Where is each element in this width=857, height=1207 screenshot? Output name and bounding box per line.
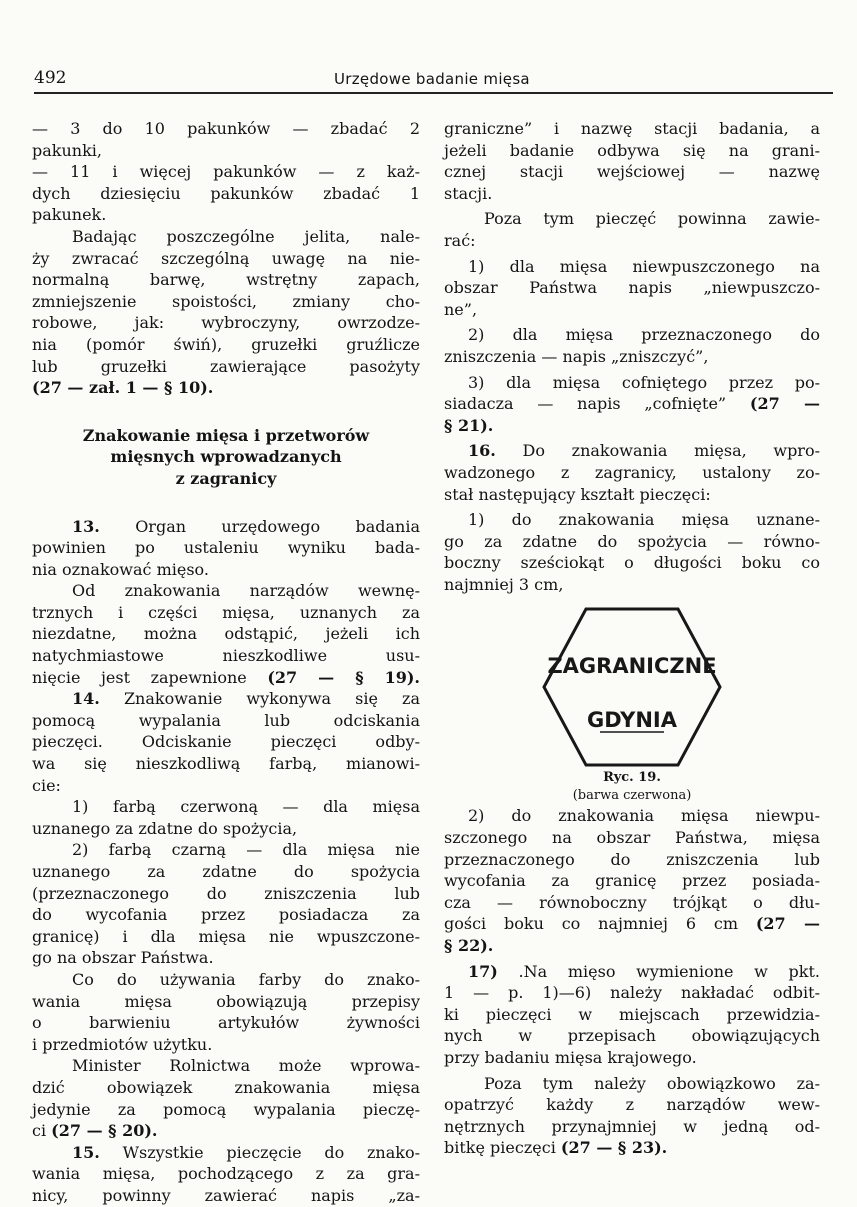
text-line: robowe, jak: wybroczyny, owrzodze- xyxy=(32,313,420,333)
text-line: 2) do znakowania mięsa niewpu- xyxy=(468,806,820,826)
text-line: 13. Organ urzędowego badania xyxy=(72,516,420,536)
legal-reference: (27 — § 23). xyxy=(560,1138,668,1158)
text-line: granicę) i dla mięsa nie wpuszczone- xyxy=(32,926,420,946)
text-line: 16. Do znakowania mięsa, wpro- xyxy=(468,441,820,461)
text-line: nia oznakować mięso. xyxy=(32,559,209,579)
hexagonal-stamp-figure xyxy=(540,605,724,769)
text-line: boczny sześciokąt o długości boku co xyxy=(444,553,820,573)
text-line: pakunki, xyxy=(32,140,102,160)
text-line: zniszczenia — napis „zniszczyć”, xyxy=(444,346,709,366)
text-line: — 3 do 10 pakunków — zbadać 2 xyxy=(32,119,420,138)
legal-reference: § 22). xyxy=(444,936,494,956)
text-line: dych dziesięciu pakunków zbadać 1 xyxy=(32,183,420,203)
text-line: go na obszar Państwa. xyxy=(32,948,214,968)
text-line: pakunek. xyxy=(32,205,107,225)
text-line: nięcie jest zapewnione (27 — § 19). xyxy=(32,667,420,687)
section-number: 14. xyxy=(72,689,100,709)
text-line: Badając poszczególne jelita, nale- xyxy=(72,226,420,246)
text-line xyxy=(444,415,820,437)
figure-note: (barwa czerwona) xyxy=(572,788,692,804)
text-line: cza — równoboczny trójkąt o dłu- xyxy=(444,892,820,912)
section-number: 13. xyxy=(72,516,100,536)
text-line: rać: xyxy=(444,230,476,250)
text-line: opatrzyć każdy z narządów wew- xyxy=(444,1095,820,1115)
text-line: go za zdatne do spożycia — równo- xyxy=(444,531,820,551)
section-number: 15. xyxy=(72,1142,100,1162)
section-heading-line: z zagranicy xyxy=(175,468,277,488)
text-line: powinien po ustaleniu wyniku bada- xyxy=(32,538,420,558)
legal-reference: (27 — § 19). xyxy=(267,667,420,687)
text-line: stał następujący kształt pieczęci: xyxy=(444,484,711,504)
text-line: lub gruzełki zawierające pasożyty xyxy=(32,356,420,376)
stamp-text-zagraniczne: ZAGRANICZNE xyxy=(547,654,717,679)
text-line: siadacza — napis „cofnięte” (27 — xyxy=(444,394,820,414)
text-line: ki pieczęci w miejscach przewidzia- xyxy=(444,1004,820,1024)
text-line: Poza tym pieczęć powinna zawie- xyxy=(484,209,820,229)
right-column xyxy=(444,118,820,1159)
text-line: graniczne” i nazwę stacji badania, a xyxy=(444,119,820,138)
text-line: cznej stacji wejściowej — nazwę xyxy=(444,162,820,182)
text-line: nych w przepisach obowiązujących xyxy=(444,1026,820,1046)
text-line: 1) do znakowania mięsa uznane- xyxy=(468,510,820,530)
running-header xyxy=(34,64,833,94)
text-line xyxy=(444,935,820,957)
text-line: ne”, xyxy=(444,299,478,319)
text-line: nia (pomór świń), gruzełki gruźlicze xyxy=(32,334,420,354)
text-line: nętrznych przynajmniej w jedną od- xyxy=(444,1116,820,1136)
section-heading-line: Znakowanie mięsa i przetworów xyxy=(82,425,370,445)
text-line: 15. Wszystkie pieczęcie do znako- xyxy=(72,1142,420,1162)
legal-reference: (27 — zał. 1 — § 10). xyxy=(32,378,214,398)
text-line: 1 — p. 1)—6) należy nakładać odbit- xyxy=(444,983,820,1003)
text-line: obszar Państwa napis „niewpuszczo- xyxy=(444,278,820,298)
text-line: 1) dla mięsa niewpuszczonego na xyxy=(468,256,820,276)
text-line: jedynie za pomocą wypalania pieczę- xyxy=(32,1099,420,1119)
text-line: niezdatne, można odstąpić, jeżeli ich xyxy=(32,624,420,644)
text-line: gości boku co najmniej 6 cm (27 — xyxy=(444,914,821,934)
text-line: normalną barwę, wstrętny zapach, xyxy=(32,270,420,290)
hexagon-outline xyxy=(544,609,720,765)
text-line: ci (27 — § 20). xyxy=(32,1121,158,1141)
section-heading-line: mięsnych wprowadzanych xyxy=(110,447,342,467)
legal-reference: (27 — xyxy=(749,394,820,414)
text-line: uznanego za zdatne do spożycia xyxy=(32,862,420,881)
text-line: natychmiastowe nieszkodliwe usu- xyxy=(32,646,420,666)
section-number: 17) xyxy=(468,961,498,981)
text-line: bitkę pieczęci (27 — § 23). xyxy=(444,1138,668,1158)
text-line: 14. Znakowanie wykonywa się za xyxy=(72,689,421,709)
text-line: wycofania za granicę przez posiada- xyxy=(444,871,820,891)
text-line: wa się nieszkodliwą farbą, mianowi- xyxy=(32,754,420,774)
text-line: — 11 i więcej pakunków — z każ- xyxy=(32,162,420,182)
text-line: i przedmiotów użytku. xyxy=(32,1034,213,1054)
text-line: zmniejszenie spoistości, zmiany cho- xyxy=(32,291,420,311)
text-line: Co do używania farby do znako- xyxy=(72,969,420,989)
header-rule xyxy=(34,92,833,94)
legal-reference: § 21). xyxy=(444,415,494,435)
left-column xyxy=(32,118,420,1207)
legal-reference: (27 — xyxy=(755,914,821,934)
text-line: trznych i części mięsa, uznanych za xyxy=(32,602,420,622)
text-line: wania mięsa, pochodzącego z za gra- xyxy=(32,1164,420,1184)
text-line: cie: xyxy=(32,775,61,795)
text-line: do wycofania przez posiadacza za xyxy=(32,905,420,925)
text-line: pomocą wypalania lub odciskania xyxy=(32,710,420,730)
text-line: pieczęci. Odciskanie pieczęci odby- xyxy=(32,732,420,752)
text-line: o barwieniu artykułów żywności xyxy=(32,1013,420,1033)
text-line: 2) dla mięsa przeznaczonego do xyxy=(468,325,820,345)
running-title: Urzędowe badanie mięsa xyxy=(334,70,530,88)
page-number: 492 xyxy=(34,68,67,88)
text-line: wadzonego z zagranicy, ustalony zo- xyxy=(444,462,820,482)
text-line: stacji. xyxy=(444,183,493,203)
text-line: ży zwracać szczególną uwagę na nie- xyxy=(32,248,420,268)
section-number: 16. xyxy=(468,441,496,461)
text-line: 17) .Na mięso wymienione w pkt. xyxy=(468,961,820,981)
text-line: 3) dla mięsa cofniętego przez po- xyxy=(468,372,820,392)
text-line: jeżeli badanie odbywa się na grani- xyxy=(444,140,820,160)
text-line: 1) farbą czerwoną — dla mięsa xyxy=(72,797,420,817)
text-line: przy badaniu mięsa krajowego. xyxy=(444,1048,697,1067)
text-line: Minister Rolnictwa może wprowa- xyxy=(72,1056,420,1076)
text-line: wania mięsa obowiązują przepisy xyxy=(32,991,420,1011)
text-line: nicy, powinny zawierać napis „za- xyxy=(32,1185,420,1205)
legal-reference: (27 — § 20). xyxy=(51,1121,158,1141)
text-line: najmniej 3 cm, xyxy=(444,574,564,594)
text-line: Od znakowania narządów wewnę- xyxy=(72,581,420,601)
figure-label: Ryc. 19. xyxy=(603,770,661,786)
stamp-text-gdynia: GDYNIA xyxy=(587,708,677,733)
text-line: (przeznaczonego do zniszczenia lub xyxy=(32,883,420,903)
text-line: 2) farbą czarną — dla mięsa nie xyxy=(72,840,420,860)
text-line: przeznaczonego do zniszczenia lub xyxy=(444,849,820,869)
text-line: Poza tym należy obowiązkowo za- xyxy=(484,1073,820,1093)
text-line: szczonego na obszar Państwa, mięsa xyxy=(444,828,820,848)
text-line: uznanego za zdatne do spożycia, xyxy=(32,818,298,838)
text-line: dzić obowiązek znakowania mięsa xyxy=(32,1077,420,1097)
